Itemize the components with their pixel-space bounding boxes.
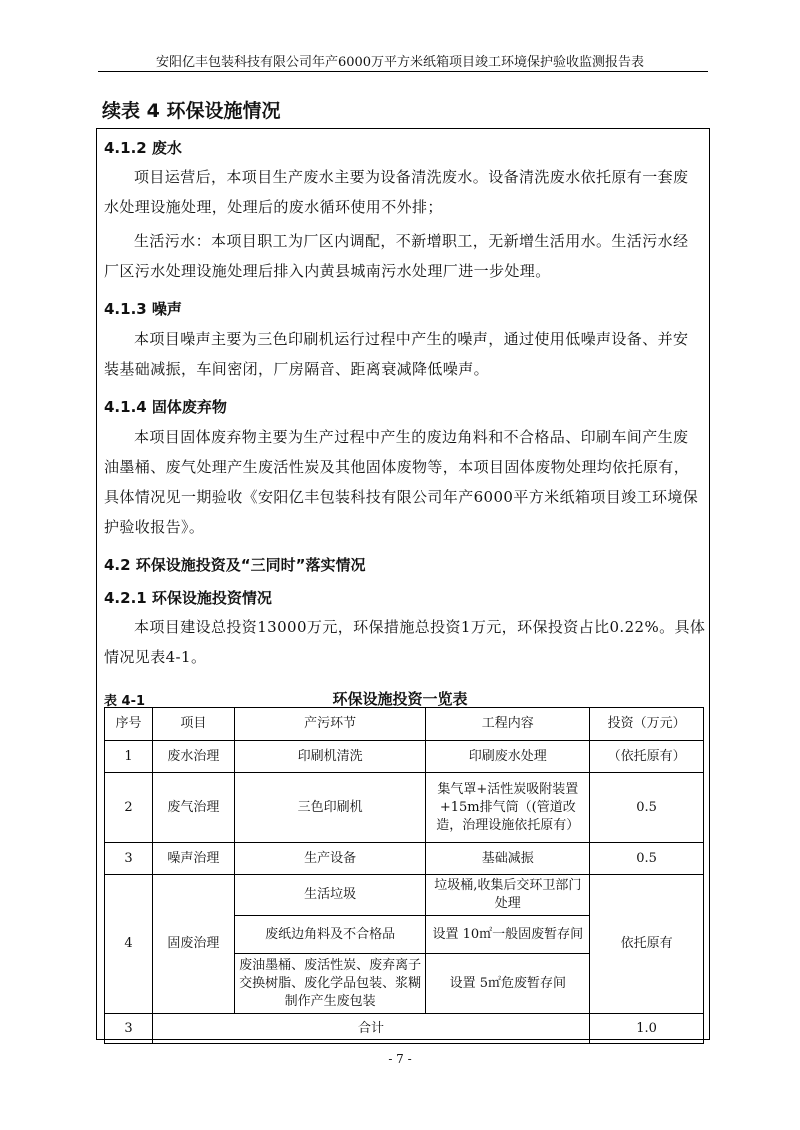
wastewater-p1-line2: 水处理设施处理，处理后的废水循环使用不外排； (104, 198, 443, 216)
table-cell: 3 (105, 843, 153, 875)
table-cell: 2 (105, 773, 153, 843)
noise-paragraph (104, 324, 704, 384)
table-label: 表 4-1 (104, 694, 146, 709)
investment-p1-line2: 情况见表4-1。 (104, 648, 207, 666)
wastewater-paragraph-1 (104, 162, 704, 222)
header-cell: 投资（万元） (590, 708, 704, 741)
table-cell: 集气罩+活性炭吸附装置+15m排气筒（(管道改造，治理设施依托原有） (426, 773, 590, 843)
header-cell: 产污环节 (234, 708, 426, 741)
wastewater-heading: 4.1.2 废水 (104, 139, 182, 157)
solid-p1-line4: 护验收报告》。 (104, 518, 205, 536)
table-cell: 依托原有 (590, 875, 704, 1014)
header-cell: 序号 (105, 708, 153, 741)
investment-paragraph (104, 612, 704, 672)
table-cell: 3 (105, 1014, 153, 1044)
table-cell: 4 (105, 875, 153, 1014)
table-row (105, 773, 704, 843)
table-cell: 废水治理 (152, 741, 234, 773)
noise-p1-line1: 本项目噪声主要为三色印刷机运行过程中产生的噪声，通过使用低噪声设备、并安 (134, 330, 689, 348)
investment-heading: 4.2 环保设施投资及“三同时”落实情况 (104, 556, 366, 574)
table-cell: 合计 (152, 1014, 589, 1044)
table-cell: 设置 5㎡危废暂存间 (426, 954, 590, 1014)
table-total-row (105, 1014, 704, 1044)
table-cell: 废油墨桶、废活性炭、废弃离子交换树脂、废化学品包装、浆糊制作产生废包装 (234, 954, 426, 1014)
table-cell: 噪声治理 (152, 843, 234, 875)
header-rule (98, 71, 708, 72)
investment-p1-line1: 本项目建设总投资13000万元，环保措施总投资1万元，环保投资占比0.22%。具体 (134, 618, 706, 636)
table-row (105, 843, 704, 875)
solid-waste-heading: 4.1.4 固体废弃物 (104, 398, 227, 416)
wastewater-p2-line2: 厂区污水处理设施处理后排入内黄县城南污水处理厂进一步处理。 (104, 262, 551, 280)
table-cell: 废纸边角料及不合格品 (234, 916, 426, 954)
table-cell: 垃圾桶,收集后交环卫部门处理 (426, 875, 590, 916)
page-header: 安阳亿丰包装科技有限公司年产6000万平方米纸箱项目竣工环境保护验收监测报告表 (155, 55, 645, 70)
header-cell: 项目 (152, 708, 234, 741)
header-cell: 工程内容 (426, 708, 590, 741)
investment-table (104, 707, 704, 1044)
table-row (105, 875, 704, 916)
table-cell: （依托原有） (590, 741, 704, 773)
investment-subheading: 4.2.1 环保设施投资情况 (104, 589, 272, 607)
table-cell: 印刷机清洗 (234, 741, 426, 773)
table-cell: 固废治理 (152, 875, 234, 1014)
solid-p1-line2: 油墨桶、废气处理产生废活性炭及其他固体废物等，本项目固体废物处理均依托原有， (104, 458, 690, 476)
table-cell: 生产设备 (234, 843, 426, 875)
solid-p1-line1: 本项目固体废弃物主要为生产过程中产生的废边角料和不合格品、印刷车间产生废 (134, 428, 689, 446)
table-cell: 三色印刷机 (234, 773, 426, 843)
table-cell: 0.5 (590, 843, 704, 875)
wastewater-p1-line1: 项目运营后，本项目生产废水主要为设备清洗废水。设备清洗废水依托原有一套废 (134, 168, 689, 186)
table-cell: 废气治理 (152, 773, 234, 843)
table-title: 环保设施投资一览表 (332, 690, 468, 708)
table-cell: 0.5 (590, 773, 704, 843)
table-cell: 生活垃圾 (234, 875, 426, 916)
solid-waste-paragraph (104, 422, 704, 542)
noise-heading: 4.1.3 噪声 (104, 300, 182, 318)
noise-p1-line2: 装基础减振，车间密闭，厂房隔音、距离衰减降低噪声。 (104, 360, 490, 378)
table-cell: 设置 10㎡一般固废暂存间 (426, 916, 590, 954)
wastewater-paragraph-2 (104, 226, 704, 286)
table-cell: 基础减振 (426, 843, 590, 875)
page-number: - 7 - (388, 1052, 412, 1066)
table-header-row (105, 708, 704, 741)
solid-p1-line3: 具体情况见一期验收《安阳亿丰包装科技有限公司年产6000平方米纸箱项目竣工环境保 (104, 488, 699, 506)
table-row (105, 741, 704, 773)
section-title: 续表 4 环保设施情况 (102, 100, 281, 122)
table-cell: 1 (105, 741, 153, 773)
wastewater-p2-line1: 生活污水：本项目职工为厂区内调配，不新增职工，无新增生活用水。生活污水经 (134, 232, 689, 250)
table-cell: 1.0 (590, 1014, 704, 1044)
table-cell: 印刷废水处理 (426, 741, 590, 773)
